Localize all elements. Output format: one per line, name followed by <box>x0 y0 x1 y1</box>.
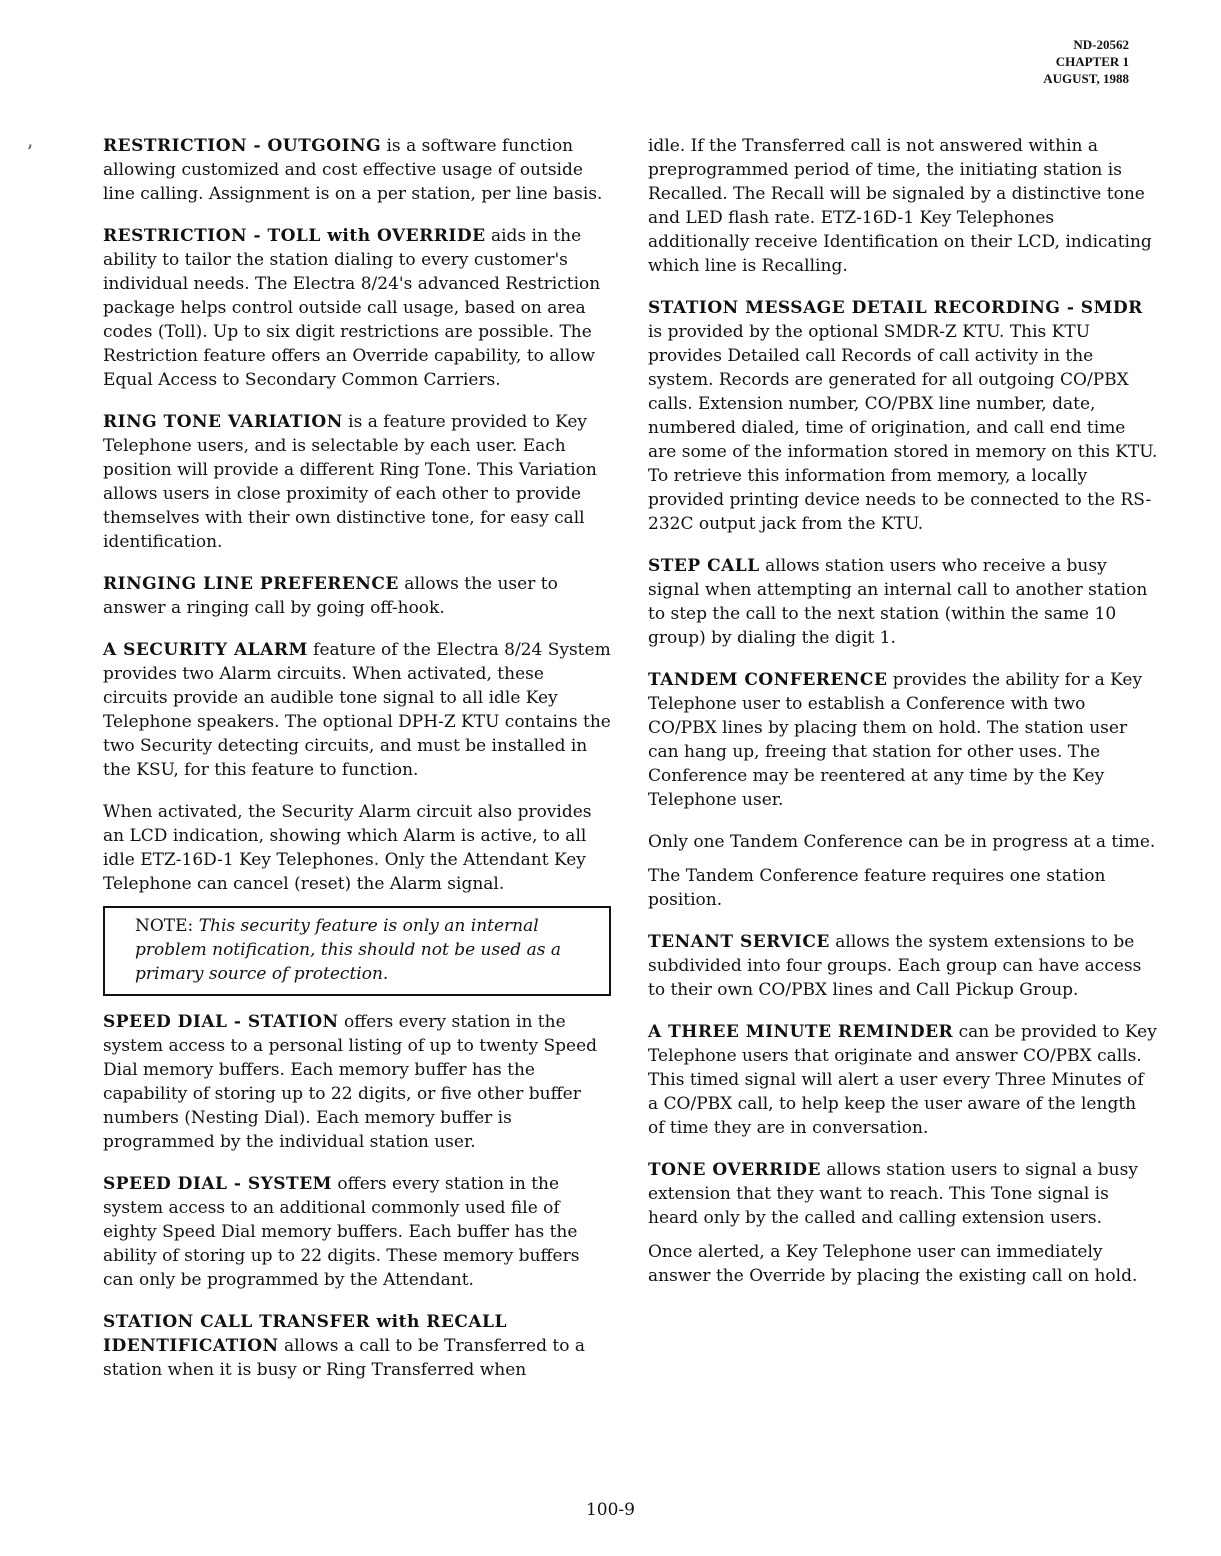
doc-number: ND-20562 <box>1073 37 1129 52</box>
paragraph-smdr <box>648 296 1158 536</box>
feature-description: provides the ability for a Key Telephone user to establish a Conference with two CO/PBX lines by placing them on hold. The station user can hang up, freeing that station for other uses. The Conference may be reentered at any time by the Key Telephone user. <box>648 670 1143 810</box>
feature-description: can be provided to Key Telephone users that originate and answer CO/PBX calls. This timed signal will alert a user every Three Minutes of a CO/PBX call, to help keep the user aware of the length of time they are in conversation. <box>648 1022 1157 1138</box>
feature-description: offers every station in the system access to an additional commonly used file of eighty Speed Dial memory buffers. Each buffer has the ability of storing up to 22 digits. These memory buffers can only be programmed by the Attendant. <box>103 1174 580 1290</box>
left-column <box>103 134 611 1400</box>
feature-description: The Tandem Conference feature requires one station position. <box>648 866 1106 910</box>
feature-description: aids in the ability to tailor the station dialing to every customer's individual needs. The Electra 8/24's advanced Restriction package helps control outside call usage, based on area codes (Toll). Up to six digit restrictions are possible. The Restriction feature offers an Override capability, to allow Equal Access to Secondary Common Carriers. <box>103 226 601 390</box>
paragraph-speed-dial-station <box>103 1010 611 1154</box>
paragraph-tandem-conference <box>648 668 1158 812</box>
paragraph-transfer-continued <box>648 134 1158 278</box>
feature-term: RESTRICTION - TOLL with OVERRIDE <box>103 226 486 246</box>
margin-mark: ʼ <box>26 140 33 164</box>
feature-description: allows station users who receive a busy signal when attempting an internal call to another station to step the call to the next station (within the same 10 group) by dialing the digit 1. <box>648 556 1148 648</box>
feature-term: SPEED DIAL - SYSTEM <box>103 1174 332 1194</box>
paragraph-override-answer <box>648 1240 1158 1288</box>
security-note-box <box>103 906 611 996</box>
feature-term: RING TONE VARIATION <box>103 412 343 432</box>
feature-description: offers every station in the system access to a personal listing of up to twenty Speed Dial memory buffers. Each memory buffer has the capability of storing up to 22 digits, or five other buffer numbers (Nesting Dial). Each memory buffer is programmed by the individual station user. <box>103 1012 598 1152</box>
feature-description: is a software function allowing customized and cost effective usage of outside line calling. Assignment is on a per station, per line basis. <box>103 136 603 204</box>
feature-description: allows a call to be Transferred to a station when it is busy or Ring Transferred when <box>103 1336 586 1380</box>
feature-term: TENANT SERVICE <box>648 932 830 952</box>
feature-description: Once alerted, a Key Telephone user can immediately answer the Override by placing the existing call on hold. <box>648 1242 1138 1286</box>
feature-description: allows the system extensions to be subdivided into four groups. Each group can have access to their own CO/PBX lines and Call Pickup Group. <box>648 932 1142 1000</box>
paragraph-restriction-outgoing <box>103 134 611 206</box>
paragraph-tone-override <box>648 1158 1158 1230</box>
feature-description: feature of the Electra 8/24 System provides two Alarm circuits. When activated, these circuits provide an audible tone signal to all idle Key Telephone speakers. The optional DPH-Z KTU contains the two Security detecting circuits, and must be installed in the KSU, for this feature to function. <box>103 640 611 780</box>
feature-term: RINGING LINE PREFERENCE <box>103 574 399 594</box>
paragraph-ringing-line-preference <box>103 572 611 620</box>
right-column <box>648 134 1158 1306</box>
issue-date: AUGUST, 1988 <box>1043 71 1129 86</box>
paragraph-ring-tone-variation <box>103 410 611 554</box>
paragraph-three-minute-reminder <box>648 1020 1158 1140</box>
feature-term: A SECURITY ALARM <box>103 640 308 660</box>
page-number: 100-9 <box>585 1500 635 1520</box>
paragraph-station-call-transfer <box>103 1310 611 1382</box>
paragraph-security-alarm <box>103 638 611 782</box>
feature-description: idle. If the Transferred call is not answered within a preprogrammed period of time, the initiating station is Recalled. The Recall will be signaled by a distinctive tone and LED flash rate. ETZ-16D-1 Key Telephones additionally receive Identification on their LCD, indicating which line is Recalling. <box>648 136 1152 276</box>
feature-term: A THREE MINUTE REMINDER <box>648 1022 954 1042</box>
feature-term: TANDEM CONFERENCE <box>648 670 888 690</box>
feature-description: When activated, the Security Alarm circuit also provides an LCD indication, showing which Alarm is active, to all idle ETZ-16D-1 Key Telephones. Only the Attendant Key Telephone can cancel (reset) the Alarm signal. <box>103 802 592 894</box>
note-text: This security feature is only an internal problem notification, this should not be used as a primary source of protection. <box>135 916 561 984</box>
page-header <box>1043 36 1129 87</box>
paragraph-tandem-requirement <box>648 864 1158 912</box>
feature-description: is a feature provided to Key Telephone users, and is selectable by each user. Each position will provide a different Ring Tone. This Variation allows users in close proximity of each other to provide themselves with their own distinctive tone, for easy call identification. <box>103 412 597 552</box>
paragraph-tandem-limit <box>648 830 1158 854</box>
feature-term: STATION CALL TRANSFER with RECALL IDENTIFICATION <box>103 1312 507 1356</box>
paragraph-step-call <box>648 554 1158 650</box>
feature-term: SPEED DIAL - STATION <box>103 1012 339 1032</box>
feature-term: TONE OVERRIDE <box>648 1160 821 1180</box>
paragraph-tenant-service <box>648 930 1158 1002</box>
feature-term: RESTRICTION - OUTGOING <box>103 136 382 156</box>
paragraph-restriction-toll <box>103 224 611 392</box>
paragraph-speed-dial-system <box>103 1172 611 1292</box>
chapter-label: CHAPTER 1 <box>1055 54 1129 69</box>
feature-description: Only one Tandem Conference can be in progress at a time. <box>648 832 1156 852</box>
note-label: NOTE: <box>135 916 194 936</box>
feature-description: is provided by the optional SMDR-Z KTU. This KTU provides Detailed call Records of call activity in the system. Records are generated for all outgoing CO/PBX calls. Extension number, CO/PBX line number, date, numbered dialed, time of origination, and call end time are some of the information stored in memory on this KTU. To retrieve this information from memory, a locally provided printing device needs to be connected to the RS-232C output jack from the KTU. <box>648 322 1158 534</box>
feature-description: allows the user to answer a ringing call by going off-hook. <box>103 574 558 618</box>
feature-term: STEP CALL <box>648 556 760 576</box>
feature-description: allows station users to signal a busy extension that they want to reach. This Tone signal is heard only by the called and calling extension users. <box>648 1160 1138 1228</box>
feature-term: STATION MESSAGE DETAIL RECORDING - SMDR <box>648 298 1143 318</box>
paragraph-security-alarm-activation <box>103 800 611 896</box>
